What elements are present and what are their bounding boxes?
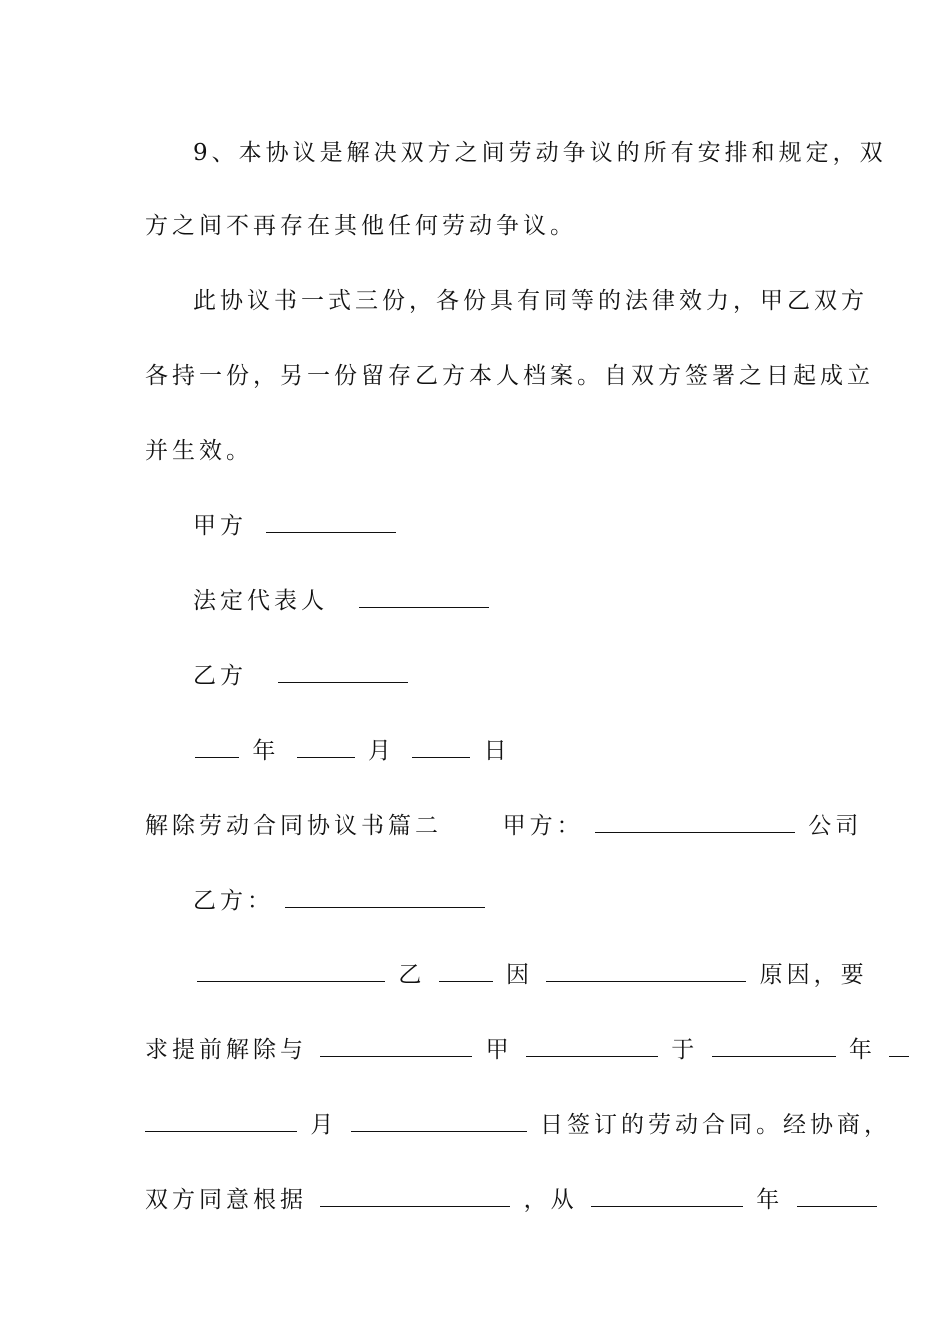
company-label: 公司: [808, 813, 863, 839]
body-text: 年: [848, 1037, 876, 1063]
section-2-party-a-label: 甲方：: [502, 813, 584, 839]
section-2-party-a-blank: [595, 810, 795, 833]
body-text: 日签订的劳动合同。经协商，: [539, 1112, 891, 1138]
blank-6: [712, 1034, 836, 1057]
clause-9-line-2: 方之间不再存在其他任何劳动争议。: [145, 213, 577, 239]
body-text: 月: [310, 1112, 338, 1138]
blank-10: [320, 1184, 510, 1207]
blank-12: [797, 1184, 877, 1207]
copies-paragraph-line-1: 此协议书一式三份，各份具有同等的法律效力，甲乙双方: [193, 288, 868, 314]
body-text: 原因，要: [759, 962, 868, 988]
body-text: ，从: [523, 1187, 578, 1213]
month-blank: [297, 735, 355, 758]
legal-rep-signature-line: [193, 585, 491, 616]
blank-7: [889, 1034, 909, 1057]
blank-2: [439, 959, 493, 982]
blank-11: [591, 1184, 743, 1207]
section-2-body-line-2: [145, 1034, 911, 1065]
section-2-party-b-blank: [285, 885, 485, 908]
blank-1: [197, 959, 385, 982]
party-b-blank: [278, 660, 408, 683]
clause-9-line-1: 9、本协议是解决双方之间劳动争议的所有安排和规定，双: [193, 140, 887, 166]
section-2-party-b-line: [193, 885, 487, 916]
year-blank: [195, 735, 239, 758]
copies-paragraph-line-3: 并生效。: [145, 438, 253, 464]
party-b-label: 乙方: [193, 663, 247, 689]
body-text: 求提前解除与: [145, 1037, 307, 1063]
section-2-body-line-4: [145, 1184, 879, 1215]
year-label: 年: [252, 738, 280, 764]
body-text: 双方同意根据: [145, 1187, 307, 1213]
blank-3: [546, 959, 746, 982]
party-a-label: 甲方: [193, 513, 247, 539]
section-2-body-line-3: [145, 1109, 891, 1140]
month-label: 月: [367, 738, 395, 764]
body-text: 甲: [485, 1037, 513, 1063]
section-2-party-b-label: 乙方：: [193, 888, 274, 914]
section-2-heading-line: [145, 810, 862, 841]
day-label: 日: [483, 738, 511, 764]
body-text: 于: [671, 1037, 699, 1063]
day-blank: [412, 735, 470, 758]
blank-5: [526, 1034, 658, 1057]
section-2-body-line-1: [193, 959, 868, 990]
section-2-heading: 解除劳动合同协议书篇二: [145, 813, 442, 839]
blank-9: [351, 1109, 527, 1132]
copies-paragraph-line-2: 各持一份，另一份留存乙方本人档案。自双方签署之日起成立: [145, 363, 874, 389]
party-a-signature-line: [193, 510, 398, 541]
legal-rep-blank: [359, 585, 489, 608]
blank-8: [145, 1109, 297, 1132]
party-b-signature-line: [193, 660, 410, 691]
party-a-blank: [266, 510, 396, 533]
date-line: [193, 735, 511, 766]
blank-4: [320, 1034, 472, 1057]
body-text: 年: [756, 1187, 784, 1213]
body-text: 因: [505, 962, 533, 988]
body-text: 乙: [398, 962, 426, 988]
legal-rep-label: 法定代表人: [193, 588, 328, 614]
